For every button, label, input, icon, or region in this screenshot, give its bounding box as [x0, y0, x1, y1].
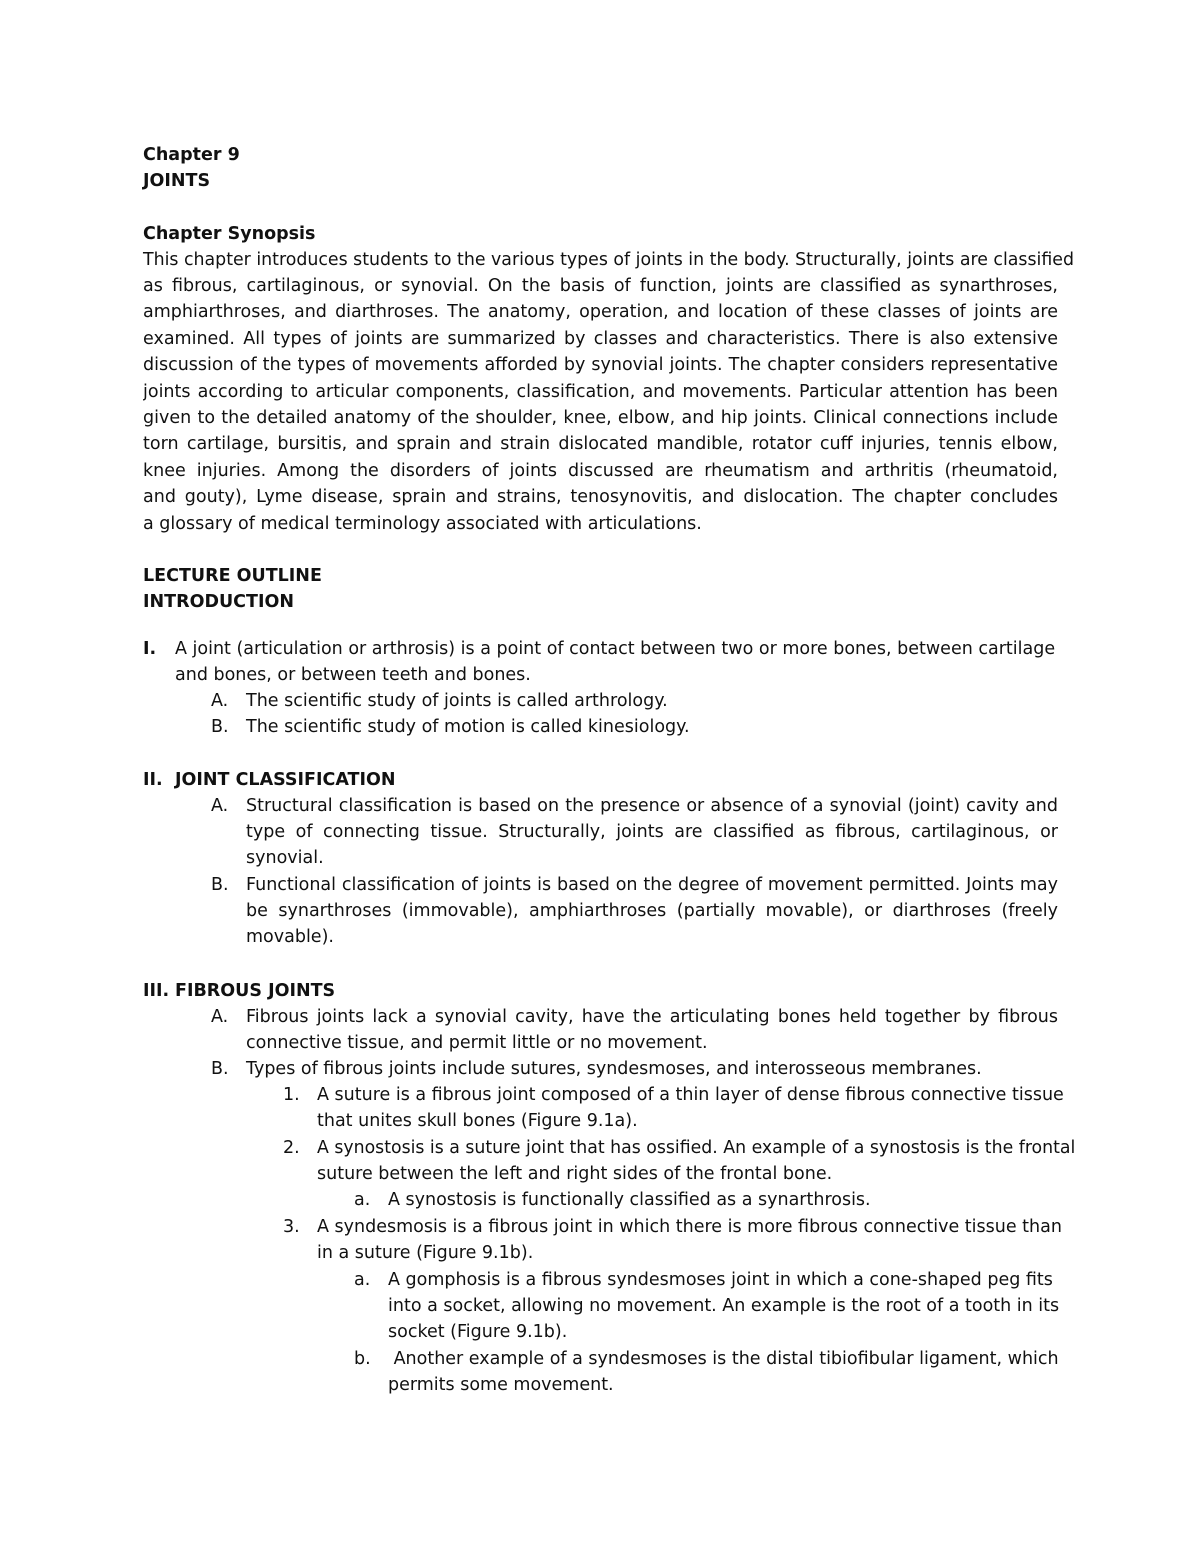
synopsis-line: torn cartilage, bursitis, and sprain and strain dislocated mandible, rotator cuff injuries, tennis elbow, [143, 434, 1058, 454]
synopsis-line: amphiarthroses, and diarthroses. The anatomy, operation, and location of these classes of joints are [143, 302, 1058, 322]
chapter-title: JOINTS [143, 171, 211, 191]
section-number: II. [143, 770, 163, 790]
item-text: The scientific study of joints is called arthrology. [246, 691, 668, 711]
subsubitem-text: permits some movement. [388, 1375, 614, 1395]
synopsis-line: discussion of the types of movements afforded by synovial joints. The chapter considers representative [143, 355, 1058, 375]
chapter-number: Chapter 9 [143, 145, 240, 165]
subitem-label: 3. [283, 1217, 300, 1237]
section-number: I. [143, 639, 157, 659]
synopsis-line: and gouty), Lyme disease, sprain and strains, tenosynovitis, and dislocation. The chapter concludes [143, 487, 1058, 507]
subitem-label: 1. [283, 1085, 300, 1105]
subsubitem-text: into a socket, allowing no movement. An example is the root of a tooth in its [388, 1296, 1060, 1316]
subsubitem-label: b. [354, 1349, 371, 1369]
subsubitem-text: A gomphosis is a fibrous syndesmoses joint in which a cone-shaped peg fits [388, 1270, 1053, 1290]
item-text: Functional classification of joints is based on the degree of movement permitted. Joints may [246, 875, 1058, 895]
subitem-label: 2. [283, 1138, 300, 1158]
item-label: A. [211, 691, 229, 711]
synopsis-line: examined. All types of joints are summarized by classes and characteristics. There is also extensive [143, 329, 1058, 349]
section-number: III. [143, 981, 170, 1001]
item-label: A. [211, 1007, 229, 1027]
subitem-text: in a suture (Figure 9.1b). [317, 1243, 534, 1263]
subsubitem-text: socket (Figure 9.1b). [388, 1322, 568, 1342]
item-label: B. [211, 1059, 229, 1079]
item-text: synovial. [246, 848, 324, 868]
item-text: be synarthroses (immovable), amphiarthroses (partially movable), or diarthroses (freely [246, 901, 1058, 921]
outline-heading: LECTURE OUTLINE [143, 566, 322, 586]
section-text: and bones, or between teeth and bones. [175, 665, 531, 685]
subsubitem-text: Another example of a syndesmoses is the distal tibiofibular ligament, which [388, 1349, 1059, 1369]
item-label: B. [211, 875, 229, 895]
synopsis-line: This chapter introduces students to the various types of joints in the body. Structurally, joints are classified [143, 250, 1074, 270]
synopsis-line: a glossary of medical terminology associated with articulations. [143, 514, 702, 534]
subitem-text: suture between the left and right sides of the frontal bone. [317, 1164, 833, 1184]
item-text: Structural classification is based on the presence or absence of a synovial (joint) cavity and [246, 796, 1058, 816]
item-text: The scientific study of motion is called kinesiology. [246, 717, 690, 737]
synopsis-line: joints according to articular components, classification, and movements. Particular attention has been [143, 382, 1058, 402]
synopsis-line: as fibrous, cartilaginous, or synovial. On the basis of function, joints are classified as synarthroses, [143, 276, 1058, 296]
item-text: movable). [246, 927, 334, 947]
subsubitem-text: A synostosis is functionally classified as a synarthrosis. [388, 1190, 871, 1210]
item-text: connective tissue, and permit little or no movement. [246, 1033, 708, 1053]
subsubitem-label: a. [354, 1270, 371, 1290]
item-text: type of connecting tissue. Structurally, joints are classified as fibrous, cartilaginous, or [246, 822, 1058, 842]
subitem-text: A syndesmosis is a fibrous joint in which there is more fibrous connective tissue than [317, 1217, 1062, 1237]
subitem-text: that unites skull bones (Figure 9.1a). [317, 1111, 638, 1131]
synopsis-heading: Chapter Synopsis [143, 224, 316, 244]
synopsis-line: knee injuries. Among the disorders of joints discussed are rheumatism and arthritis (rheumatoid, [143, 461, 1058, 481]
subitem-text: A synostosis is a suture joint that has ossified. An example of a synostosis is the frontal [317, 1138, 1076, 1158]
item-label: B. [211, 717, 229, 737]
item-text: Fibrous joints lack a synovial cavity, have the articulating bones held together by fibrous [246, 1007, 1058, 1027]
section-title: FIBROUS JOINTS [175, 981, 336, 1001]
introduction-heading: INTRODUCTION [143, 592, 294, 612]
subitem-text: A suture is a fibrous joint composed of a thin layer of dense fibrous connective tissue [317, 1085, 1064, 1105]
synopsis-line: given to the detailed anatomy of the shoulder, knee, elbow, and hip joints. Clinical connections include [143, 408, 1058, 428]
subsubitem-label: a. [354, 1190, 371, 1210]
section-text: A joint (articulation or arthrosis) is a point of contact between two or more bones, between cartilage [175, 639, 1056, 659]
item-label: A. [211, 796, 229, 816]
section-title: JOINT CLASSIFICATION [175, 770, 396, 790]
item-text: Types of fibrous joints include sutures, syndesmoses, and interosseous membranes. [246, 1059, 982, 1079]
